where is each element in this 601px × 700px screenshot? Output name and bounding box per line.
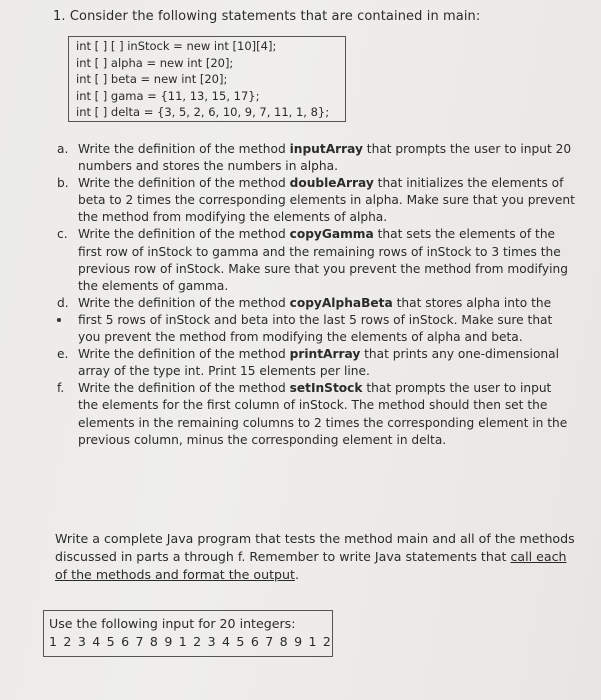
question-heading xyxy=(53,9,480,24)
task-text: that prints any one-dimensional array of the type int. Print 15 elements per line. xyxy=(78,347,559,379)
task-method-name: inputArray xyxy=(289,142,363,156)
task-item-e xyxy=(55,346,575,380)
task-text: that stores alpha into the first 5 rows of inStock and beta into the last 5 rows of inStock. Make sure that you prevent the method from modifying the elements of alpha and beta. xyxy=(78,295,553,345)
bullet-dot-mark xyxy=(57,318,61,322)
question-text: Consider the following statements that are contained in main: xyxy=(69,9,481,24)
task-letter: e. xyxy=(57,347,69,362)
input-label: Use the following input for 20 integers: xyxy=(49,616,296,631)
code-line-instock: int [ ] [ ] inStock = new int [10][4]; xyxy=(76,39,277,53)
task-letter: a. xyxy=(57,142,69,156)
task-method-name: doubleArray xyxy=(289,176,374,191)
task-item-a xyxy=(55,141,575,175)
input-values: 1 2 3 4 5 6 7 8 9 1 2 3 4 5 6 7 8 9 1 2 xyxy=(49,634,333,649)
task-item-f xyxy=(55,380,575,448)
task-letter: f. xyxy=(57,381,65,396)
task-text: Write the definition of the method xyxy=(78,176,290,191)
summary-end: . xyxy=(294,567,299,582)
task-letter: b. xyxy=(57,176,69,191)
code-line-delta: int [ ] delta = {3, 5, 2, 6, 10, 9, 7, 11, 1, 8}; xyxy=(76,105,330,120)
task-text: Write the definition of the method xyxy=(78,295,290,310)
task-item-d xyxy=(55,295,575,346)
task-text: that prompts the user to input the elements for the first column of inStock. The method should then set the elements in the remaining columns to 2 times the corresponding element in the previous column, minus the corresponding element in delta. xyxy=(78,381,568,447)
task-method-name: printArray xyxy=(289,347,361,362)
code-line-alpha: int [ ] alpha = new int [20]; xyxy=(76,55,234,70)
code-line-beta: int [ ] beta = new int [20]; xyxy=(76,72,228,87)
task-text: that initializes the elements of beta to 2 times the corresponding elements in alpha. Make sure that you prevent the method from modifying the elements of alpha. xyxy=(78,176,575,225)
code-declarations-box xyxy=(68,36,346,122)
summary-text: Write a complete Java program that tests the method main and all of the methods discussed in parts a through f. Remember to write Java statements that xyxy=(55,531,575,564)
task-text: Write the definition of the method xyxy=(78,347,290,362)
task-method-name: setInStock xyxy=(289,381,363,396)
task-text: Write the definition of the method xyxy=(78,381,290,396)
task-text: that sets the elements of the first row of inStock to gamma and the remaining rows of inStock to 3 times the previous row of inStock. Make sure that you prevent the method from modifying the elements of gamma. xyxy=(78,227,568,293)
question-number: 1. xyxy=(53,9,66,24)
task-text: that prompts the user to input 20 numbers and stores the numbers in alpha. xyxy=(78,142,572,174)
code-line-gama: int [ ] gama = {11, 13, 15, 17}; xyxy=(76,88,260,103)
input-instructions-box xyxy=(43,610,333,657)
task-item-b xyxy=(55,175,575,226)
task-text: Write the definition of the method xyxy=(78,142,290,156)
task-method-name: copyGamma xyxy=(289,227,374,242)
task-method-name: copyAlphaBeta xyxy=(289,295,393,310)
summary-paragraph xyxy=(55,530,575,584)
summary-underlined-text: call each of the methods and format the output xyxy=(55,549,567,582)
task-letter: c. xyxy=(57,227,68,242)
task-letter: d. xyxy=(57,295,69,310)
task-list xyxy=(55,141,575,449)
task-item-c xyxy=(55,226,575,294)
task-text: Write the definition of the method xyxy=(78,227,290,242)
